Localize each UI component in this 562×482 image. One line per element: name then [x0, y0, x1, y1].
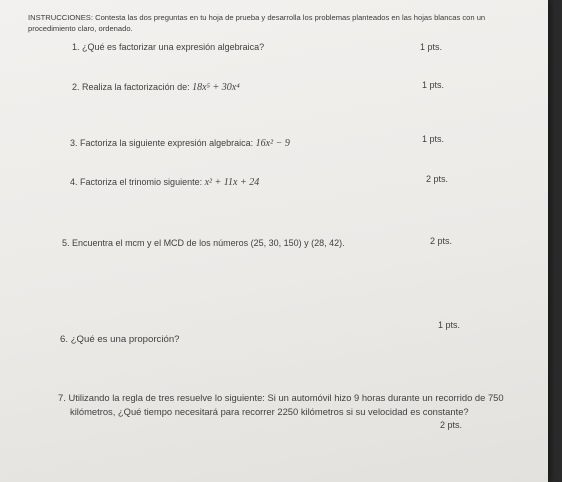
- question-6: [60, 334, 179, 345]
- question-text: Utilizando la regla de tres resuelve lo siguiente: Si un automóvil hizo 9 horas durante un recorrido de 750 kilómetros, ¿Qué tiempo necesitará para recorrer 2250 kilómetros si su velocidad es constante?: [68, 392, 504, 417]
- question-number: 4.: [70, 177, 78, 187]
- question-text: ¿Qué es una proporción?: [70, 334, 180, 345]
- question-number: 1.: [72, 42, 80, 52]
- question-5-points: 2 pts.: [430, 236, 453, 246]
- question-expression: 16x² − 9: [255, 138, 290, 149]
- question-3: [70, 138, 290, 149]
- question-number: 2.: [72, 82, 80, 92]
- question-1: [72, 42, 264, 52]
- question-7-points: 2 pts.: [440, 420, 463, 430]
- question-number: 7.: [58, 392, 66, 403]
- question-text: Factoriza el trinomio siguiente:: [80, 177, 203, 187]
- question-text: Encuentra el mcm y el MCD de los números (25, 30, 150) y (28, 42).: [72, 238, 345, 248]
- question-text: Realiza la factorización de:: [82, 82, 190, 92]
- question-text: Factoriza la siguiente expresión algebraica:: [80, 138, 254, 148]
- question-1-points: 1 pts.: [420, 42, 443, 52]
- question-6-points: 1 pts.: [438, 320, 461, 330]
- question-2: [72, 82, 240, 93]
- question-4-points: 2 pts.: [426, 174, 449, 184]
- question-number: 3.: [70, 138, 78, 148]
- question-number: 5.: [62, 238, 70, 248]
- question-number: 6.: [60, 334, 69, 345]
- question-text: ¿Qué es factorizar una expresión algebraica?: [82, 42, 265, 52]
- question-expression: x² + 11x + 24: [204, 177, 260, 188]
- question-expression: 18x⁵ + 30x⁴: [192, 82, 240, 93]
- instructions-text: INSTRUCCIONES: Contesta las dos preguntas en tu hoja de prueba y desarrolla los problemas planteados en las hojas blancas con un procedimiento claro, ordenado.: [28, 13, 486, 33]
- question-4: [70, 177, 259, 188]
- question-7: [58, 391, 510, 418]
- question-3-points: 1 pts.: [422, 134, 445, 144]
- question-2-points: 1 pts.: [422, 80, 445, 90]
- question-5: [62, 238, 345, 248]
